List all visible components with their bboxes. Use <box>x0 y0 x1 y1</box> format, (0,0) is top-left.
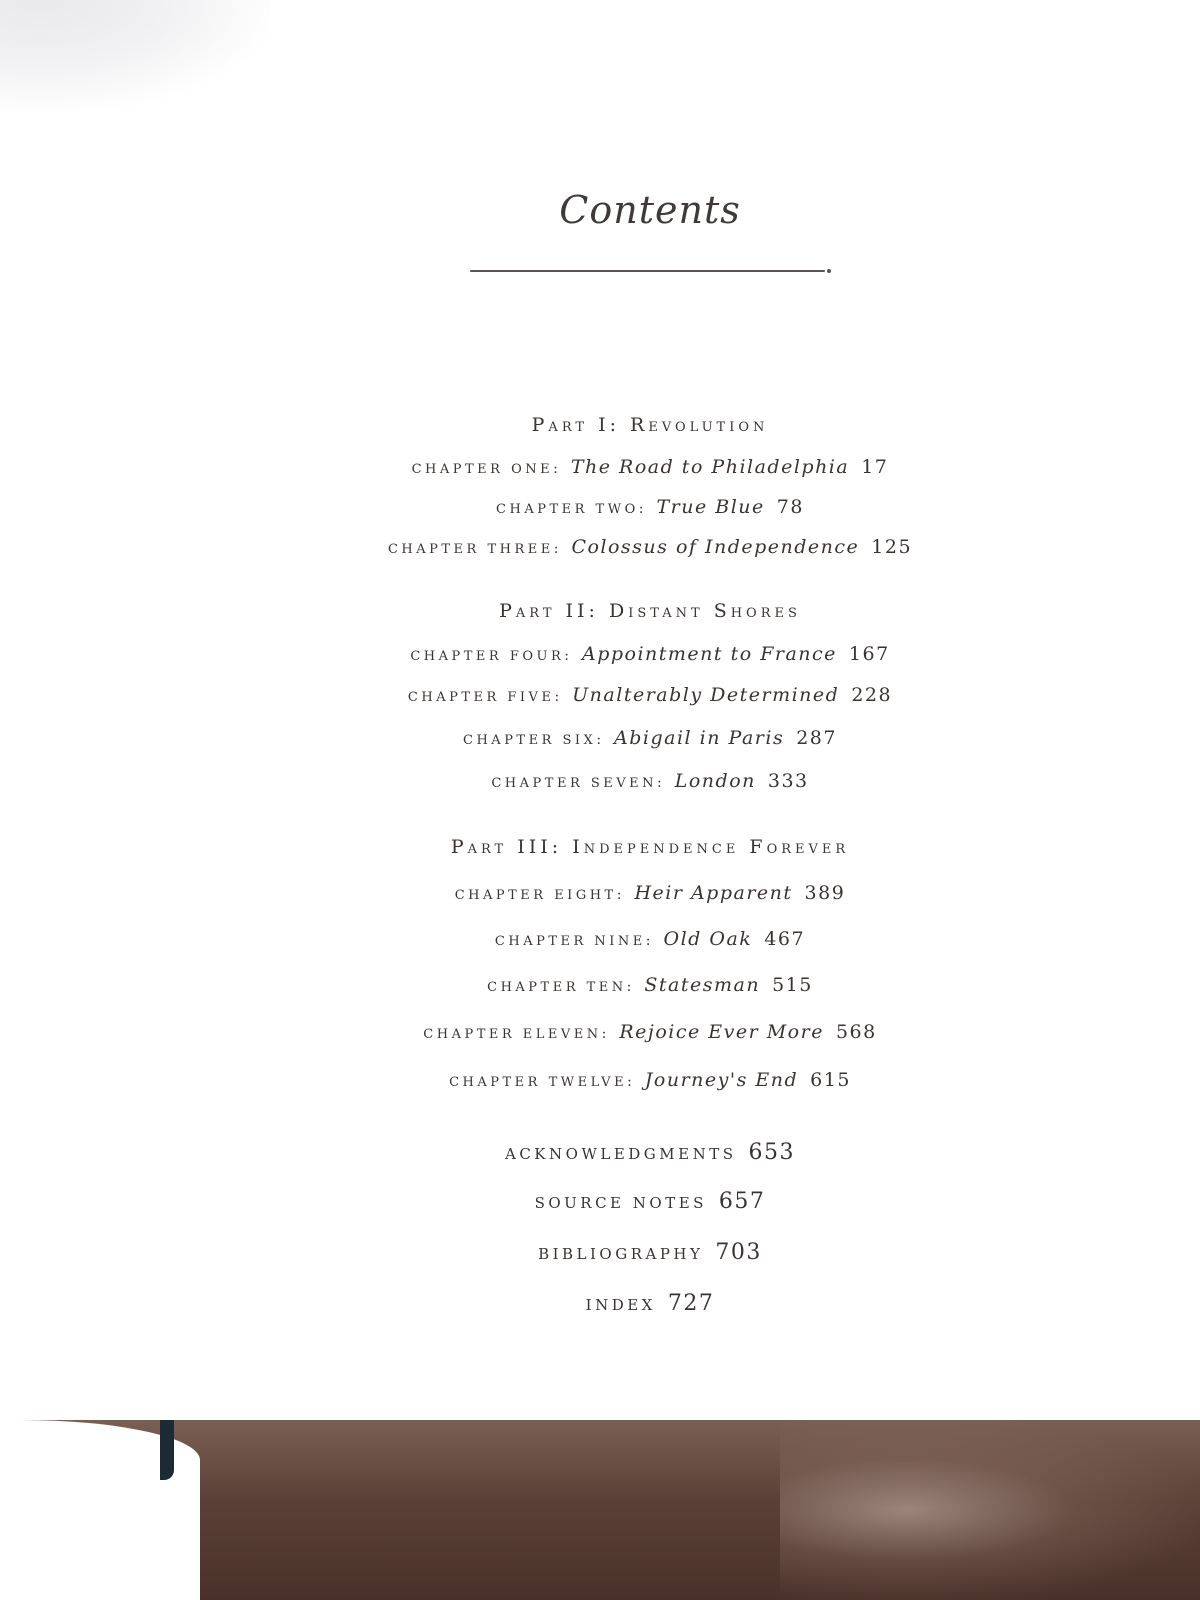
chapter-title: Unalterably Determined <box>572 684 840 706</box>
toc-entry: CHAPTER ELEVEN: Rejoice Ever More 568 <box>423 1021 877 1043</box>
page-number: 657 <box>718 1189 766 1214</box>
page-number: 228 <box>851 684 893 706</box>
chapter-title: London <box>674 770 756 792</box>
page-number: 287 <box>796 727 837 749</box>
back-matter-label: ACKNOWLEDGMENTS <box>505 1145 737 1163</box>
back-matter-entry <box>0 1291 1200 1316</box>
chapter-label: CHAPTER SEVEN <box>491 776 658 791</box>
chapter-title: Abigail in Paris <box>614 727 785 749</box>
back-matter-label: BIBLIOGRAPHY <box>538 1245 704 1263</box>
back-matter-label: INDEX <box>585 1296 656 1314</box>
page-number: 125 <box>871 536 913 558</box>
page-number: 17 <box>861 456 889 478</box>
chapter-title: Colossus of Independence <box>571 536 860 558</box>
toc-entry: CHAPTER NINE: Old Oak 467 <box>494 928 806 950</box>
chapter-label: CHAPTER NINE <box>494 934 646 949</box>
book-cover-edge <box>0 1420 1200 1600</box>
chapter-title: The Road to Philadelphia <box>570 456 850 478</box>
chapter-title: Statesman <box>644 974 761 996</box>
page-number: 653 <box>748 1140 795 1165</box>
toc-entry: CHAPTER SIX: Abigail in Paris 287 <box>463 727 837 749</box>
chapter-label: CHAPTER FOUR <box>410 649 565 664</box>
page-number: 568 <box>835 1021 877 1043</box>
toc-entry: CHAPTER SEVEN: London 333 <box>491 770 809 792</box>
chapter-title: Appointment to France <box>581 643 837 665</box>
toc-entry: CHAPTER EIGHT: Heir Apparent 389 <box>454 882 846 904</box>
toc-entry: CHAPTER ONE: The Road to Philadelphia 17 <box>411 456 889 478</box>
part-heading-1: Part I: Revolution <box>531 414 769 436</box>
page-number: 515 <box>772 974 813 996</box>
chapter-label: CHAPTER THREE <box>387 542 554 557</box>
light-reflection <box>780 1420 1200 1600</box>
cover-spine-edge <box>160 1420 174 1480</box>
chapter-title: True Blue <box>656 496 765 518</box>
toc-entry: CHAPTER FOUR: Appointment to France 167 <box>410 643 890 665</box>
chapter-title: Journey's End <box>644 1069 799 1091</box>
chapter-title: Rejoice Ever More <box>619 1021 824 1043</box>
chapter-label: CHAPTER TEN <box>487 980 627 995</box>
toc-entry: CHAPTER THREE: Colossus of Independence 125 <box>387 536 913 558</box>
page-title: Contents <box>559 188 741 232</box>
chapter-title: Old Oak <box>663 928 753 950</box>
chapter-label: CHAPTER SIX <box>463 733 597 748</box>
back-matter-entry <box>0 1140 1200 1165</box>
page-number: 703 <box>715 1240 762 1265</box>
page-number: 389 <box>804 882 846 904</box>
part-heading-3: Part III: Independence Forever <box>450 836 850 858</box>
toc-entry: CHAPTER TWELVE: Journey's End 615 <box>449 1069 851 1091</box>
chapter-label: CHAPTER TWO <box>496 502 639 517</box>
page-number: 615 <box>810 1069 851 1091</box>
page-number: 333 <box>767 770 809 792</box>
page-number: 467 <box>764 928 806 950</box>
page-number: 727 <box>667 1291 715 1316</box>
chapter-label: CHAPTER ONE <box>411 462 554 477</box>
page-number: 78 <box>776 496 804 518</box>
chapter-label: CHAPTER TWELVE <box>449 1075 628 1090</box>
part-heading-2: Part II: Distant Shores <box>499 600 801 622</box>
page-number: 167 <box>848 643 890 665</box>
toc-entry: CHAPTER TWO: True Blue 78 <box>496 496 804 518</box>
back-matter-entry <box>0 1189 1200 1214</box>
chapter-label: CHAPTER ELEVEN <box>423 1027 602 1042</box>
chapter-title: Heir Apparent <box>634 882 793 904</box>
toc-entry: CHAPTER TEN: Statesman 515 <box>487 974 813 996</box>
back-matter-entry <box>0 1240 1200 1265</box>
back-matter-label: SOURCE NOTES <box>534 1194 707 1212</box>
chapter-label: CHAPTER FIVE <box>407 690 555 705</box>
title-rule <box>470 270 825 272</box>
chapter-label: CHAPTER EIGHT <box>454 888 617 903</box>
toc-entry: CHAPTER FIVE: Unalterably Determined 228 <box>407 684 893 706</box>
